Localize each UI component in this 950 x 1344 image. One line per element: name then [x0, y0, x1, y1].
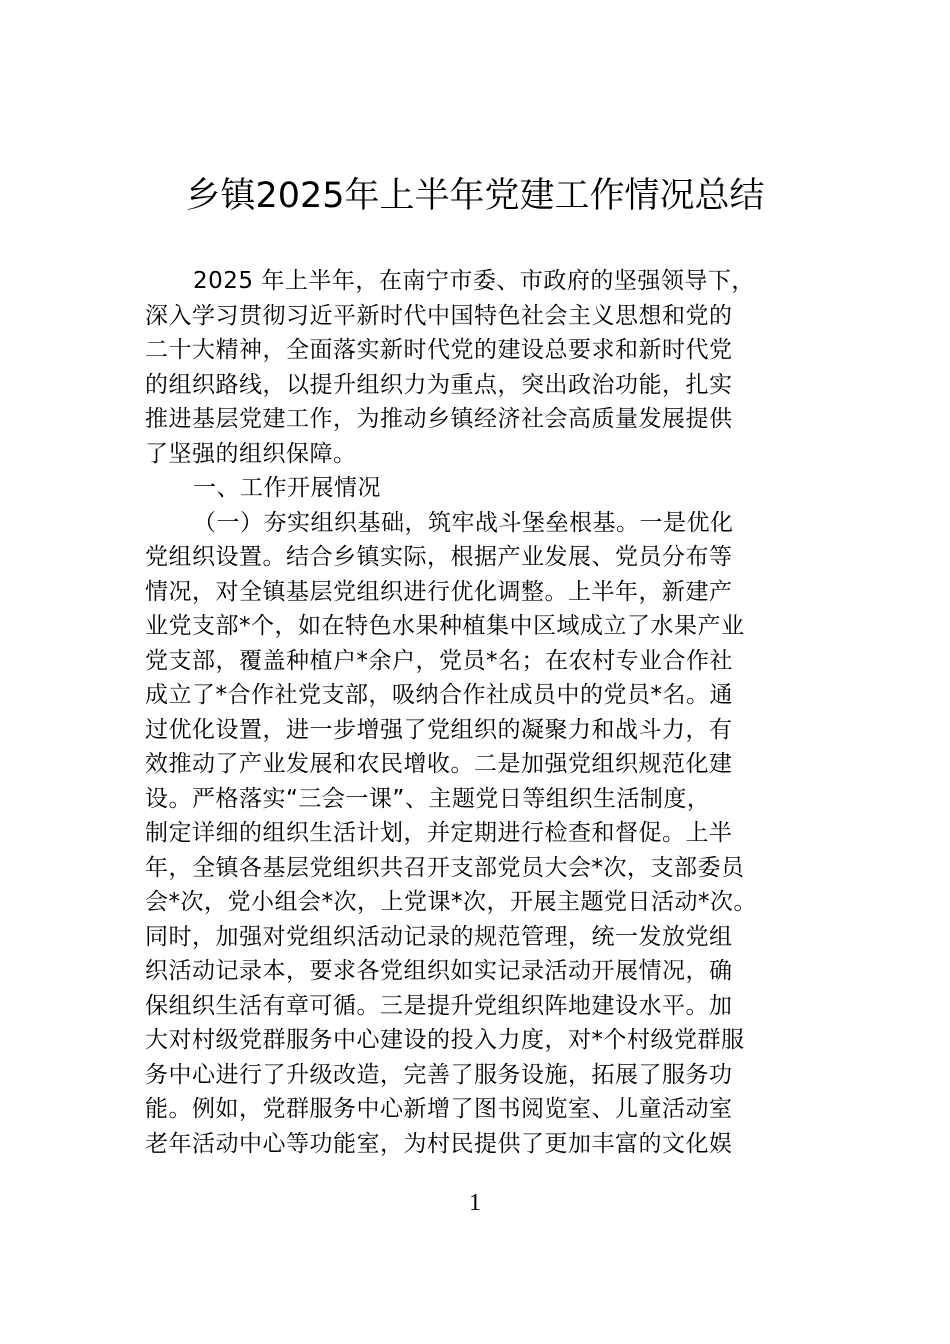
- paragraph-line: 同时，加强对党组织活动记录的规范管理，统一发放党组: [145, 923, 733, 950]
- paragraph-line: 成立了*合作社党支部，吸纳合作社成员中的党员*名。通: [145, 682, 733, 708]
- paragraph-line: 织活动记录本，要求各党组织如实记录活动开展情况，确: [145, 958, 733, 984]
- document-body: [145, 264, 811, 1161]
- paragraph-line: 了坚强的组织保障。: [145, 440, 357, 467]
- paragraph-line: 制定详细的组织生活计划，并定期进行检查和督促。上半: [145, 820, 733, 846]
- paragraph-line: 党支部，覆盖种植户*余户，党员*名；在农村专业合作社: [145, 647, 733, 674]
- paragraph-line: 能。例如，党群服务中心新增了图书阅览室、儿童活动室: [145, 1096, 733, 1122]
- paragraph-line: 2025 年上半年，在南宁市委、市政府的坚强领导下，: [193, 268, 755, 294]
- page-number: 1: [469, 1190, 481, 1216]
- paragraph-line: （一）夯实组织基础，筑牢战斗堡垒根基。一是优化: [193, 509, 734, 536]
- paragraph-line: 保组织生活有章可循。三是提升党组织阵地建设水平。加: [145, 992, 733, 1019]
- paragraph-line: 的组织路线，以提升组织力为重点，突出政治功能，扎实: [145, 371, 733, 398]
- paragraph-line: 深入学习贯彻习近平新时代中国特色社会主义思想和党的: [145, 302, 733, 329]
- paragraph-line: 效推动了产业发展和农民增收。二是加强党组织规范化建: [145, 751, 733, 777]
- paragraph-line: 推进基层党建工作，为推动乡镇经济社会高质量发展提供: [145, 406, 733, 432]
- document-title: 乡镇2025年上半年党建工作情况总结: [185, 176, 765, 216]
- paragraph-line: 设。严格落实“三会一课”、主题党日等组织生活制度，: [145, 785, 711, 812]
- paragraph-line: 会*次，党小组会*次，上党课*次，开展主题党日活动*次。: [145, 889, 757, 915]
- paragraph-line: 过优化设置，进一步增强了党组织的凝聚力和战斗力，有: [145, 716, 733, 743]
- paragraph-line: 大对村级党群服务中心建设的投入力度，对*个村级党群服: [145, 1027, 745, 1053]
- paragraph-line: 党组织设置。结合乡镇实际，根据产业发展、党员分布等: [145, 544, 733, 570]
- paragraph-line: 老年活动中心等功能室，为村民提供了更加丰富的文化娱: [145, 1130, 733, 1157]
- paragraph-line: 年，全镇各基层党组织共召开支部党员大会*次，支部委员: [145, 854, 745, 881]
- paragraph-line: 情况，对全镇基层党组织进行优化调整。上半年，新建产: [145, 578, 733, 605]
- section-heading: 一、工作开展情况: [193, 475, 381, 501]
- paragraph-line: 二十大精神，全面落实新时代党的建设总要求和新时代党: [145, 337, 733, 363]
- paragraph-line: 业党支部*个，如在特色水果种植集中区域成立了水果产业: [145, 613, 745, 639]
- paragraph-line: 务中心进行了升级改造，完善了服务设施，拓展了服务功: [145, 1061, 733, 1088]
